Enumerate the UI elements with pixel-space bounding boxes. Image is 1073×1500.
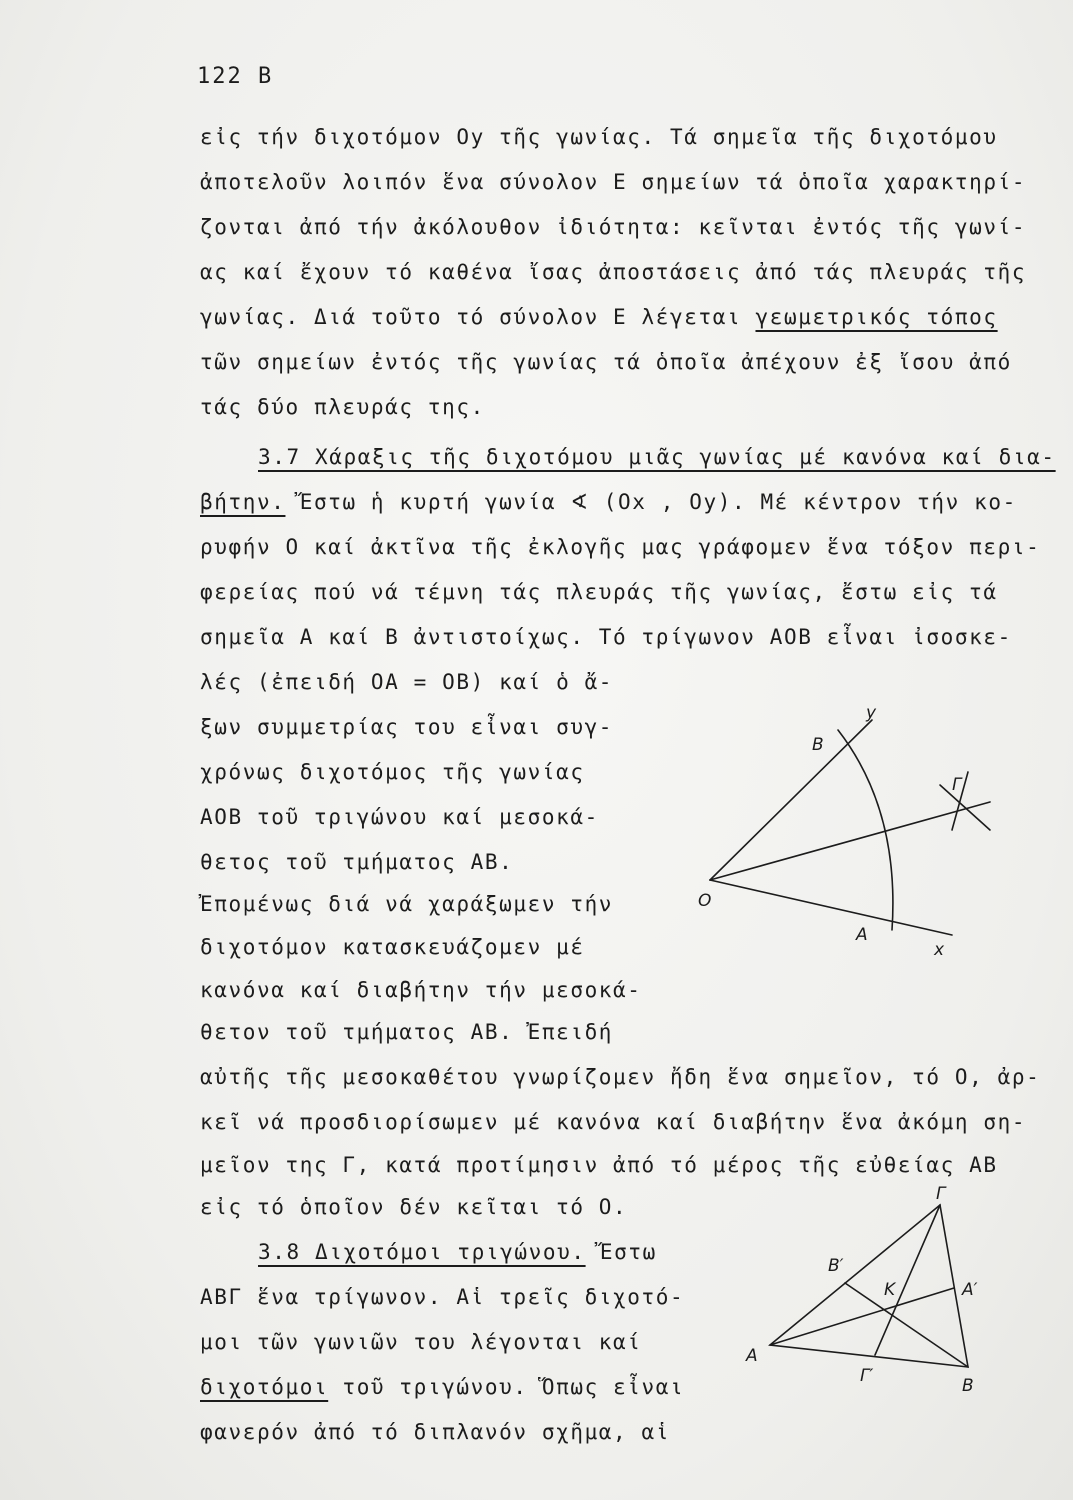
section-3-7-heading: 3.7 Χάραξις τῆς διχοτόμου μιᾶς γωνίας μέ κανόνα καί δια-: [258, 445, 1056, 469]
construction-arc-1: [940, 785, 990, 830]
section-3-7-line-3: φερείας πού νά τέμνη τάς πλευράς τῆς γωνίας, ἔστω εἰς τά: [200, 580, 998, 604]
narrow-line-2: ξων συμμετρίας του εἶναι συγ-: [200, 715, 614, 739]
section-3-8-line-2: ΑΒΓ ἕνα τρίγωνον. Αἱ τρεῖς διχοτό-: [200, 1285, 685, 1309]
label-triangle-a: A: [746, 1346, 758, 1366]
ray-ox: [710, 880, 952, 935]
term-bisectors: διχοτόμοι: [200, 1375, 329, 1399]
label-triangle-k: K: [884, 1280, 896, 1300]
section-3-8-line-3: μοι τῶν γωνιῶν του λέγονται καί: [200, 1330, 642, 1354]
narrow-line-6: Ἐπομένως διά νά χαράξωμεν τήν: [200, 892, 614, 916]
label-triangle-b: B: [962, 1376, 974, 1396]
section-3-7-line-1-rest: Ἔστω ἡ κυρτή γωνία ∢ (Ox , Oy). Μέ κέντρον τήν κο-: [285, 490, 1017, 514]
bisector-line: [710, 802, 990, 880]
term-geometric-locus: γεωμετρικός τόπος: [755, 305, 998, 329]
triangle-abg: [770, 1205, 968, 1367]
label-b: B: [812, 735, 824, 755]
narrow-line-4: AOB τοῦ τριγώνου καί μεσοκά-: [200, 805, 599, 829]
page-number: 122 B: [197, 64, 274, 89]
wide-line-1: αὐτῆς τῆς μεσοκαθέτου γνωρίζομεν ἤδη ἕνα σημεῖον, τό O, ἀρ-: [200, 1065, 1041, 1089]
section-3-7-line-4: σημεῖα A καί B ἀντιστοίχως. Τό τρίγωνον AOB εἶναι ἰσοσκε-: [200, 625, 1012, 649]
label-triangle-b-prime: B′: [828, 1256, 844, 1276]
angle-bisector-figure: [690, 690, 1030, 970]
narrow-line-3: χρόνως διχοτόμος τῆς γωνίας: [200, 760, 585, 784]
label-triangle-gamma: Γ: [936, 1185, 946, 1204]
text-line-7: τάς δύο πλευράς της.: [200, 395, 485, 419]
narrow-line-9: θετον τοῦ τμήματος AB. Ἐπειδή: [200, 1020, 614, 1044]
text-line-5-start: γωνίας. Διά τοῦτο τό σύνολον E λέγεται: [200, 305, 756, 329]
label-o: O: [698, 891, 712, 911]
narrow-line-5: θετος τοῦ τμήματος AB.: [200, 850, 514, 874]
label-x: x: [934, 940, 945, 960]
label-a: A: [856, 925, 868, 945]
section-3-8-line-5: φανερόν ἀπό τό διπλανόν σχῆμα, αἱ: [200, 1420, 671, 1444]
section-3-8-line-4-rest: τοῦ τριγώνου. Ὅπως εἶναι: [328, 1375, 685, 1399]
text-line-3: ζονται ἀπό τήν ἀκόλουθον ἰδιότητα: κεῖνται ἐντός τῆς γωνί-: [200, 215, 1027, 239]
section-3-7-line-2: ρυφήν O καί ἀκτῖνα τῆς ἐκλογῆς μας γράφομεν ἕνα τόξον περι-: [200, 535, 1041, 559]
wide-line-3: μεῖον της Γ, κατά προτίμησιν ἀπό τό μέρος τῆς εὐθείας AB: [200, 1153, 998, 1177]
section-3-8-line-1-rest: Ἔστω: [585, 1240, 657, 1264]
wide-line-4: εἰς τό ὁποῖον δέν κεῖται τό O.: [200, 1195, 628, 1219]
label-y: y: [866, 703, 877, 723]
text-line-2: ἀποτελοῦν λοιπόν ἕνα σύνολον E σημείων τά ὁποῖα χαρακτηρί-: [200, 170, 1027, 194]
section-3-7-line-1: [200, 490, 1017, 514]
label-triangle-g-prime: Γ′: [860, 1366, 874, 1386]
section-3-8-line-1: [258, 1240, 657, 1264]
text-line-1: εἰς τήν διχοτόμον Oy τῆς γωνίας. Τά σημεῖα τῆς διχοτόμου: [200, 125, 998, 149]
circle-arc: [838, 730, 893, 930]
bisector-b: [845, 1283, 968, 1367]
section-3-8-heading: 3.8 Διχοτόμοι τριγώνου.: [258, 1240, 586, 1264]
label-gamma: Γ: [952, 775, 962, 795]
narrow-line-8: κανόνα καί διαβήτην τήν μεσοκά-: [200, 978, 642, 1002]
text-line-5: [200, 305, 998, 329]
section-3-7-heading-cont: βήτην.: [200, 490, 286, 514]
bisector-a: [770, 1288, 954, 1345]
text-line-4: ας καί ἔχουν τό καθένα ἴσας ἀποστάσεις ἀπό τάς πλευράς τῆς: [200, 260, 1027, 284]
narrow-line-1: λές (ἐπειδή OA = OB) καί ὁ ἄ-: [200, 670, 614, 694]
label-triangle-a-prime: A′: [962, 1280, 978, 1300]
text-line-6: τῶν σημείων ἐντός τῆς γωνίας τά ὁποῖα ἀπέχουν ἐξ ἴσου ἀπό: [200, 350, 1012, 374]
triangle-bisectors-figure: [740, 1185, 1020, 1405]
narrow-line-7: διχοτόμον κατασκευάζομεν μέ: [200, 935, 585, 959]
section-3-8-line-4: [200, 1375, 684, 1399]
wide-line-2: κεῖ νά προσδιορίσωμεν μέ κανόνα καί διαβήτην ἕνα ἀκόμη ση-: [200, 1110, 1027, 1134]
